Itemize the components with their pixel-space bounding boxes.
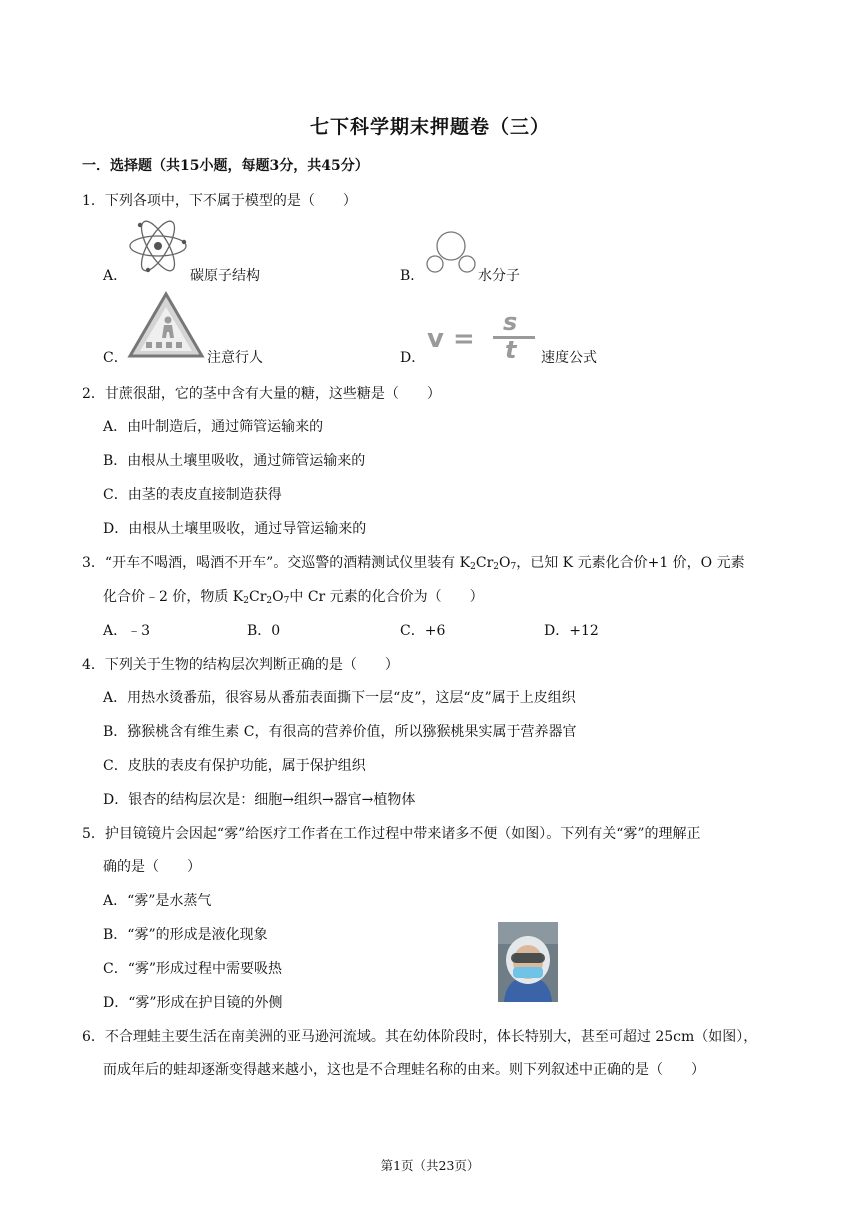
question-6-line-1: 6．不合理蛙主要生活在南美洲的亚马逊河流域。其在幼体阶段时，体长特别大，甚至可超过 25cm（如图）， [82,1029,758,1045]
q4-option-b: B．猕猴桃含有维生素 C，有很高的营养价值，所以猕猴桃果实属于营养器官 [103,724,577,740]
q3-option-d: D．+12 [544,623,599,639]
q1-option-c-letter: C． [103,350,128,366]
question-2-stem: 2．甘蔗很甜，它的茎中含有大量的糖，这些糖是（ ） [82,386,441,402]
q2-option-b: B．由根从土壤里吸收，通过筛管运输来的 [103,453,366,469]
question-5-line-1: 5．护目镜镜片会因起“雾”给医疗工作者在工作过程中带来诸多不便（如图）。下列有关“雾”的理解正 [82,826,701,842]
water-molecule-icon [424,228,478,276]
page-title: 七下科学期末押题卷（三） [309,116,550,138]
q3-option-a: A．﹣3 [103,623,151,639]
q5-option-a: A．“雾”是水蒸气 [103,893,212,909]
formula-v-equals: v = [427,324,475,354]
q2-option-c: C．由茎的表皮直接制造获得 [103,487,282,503]
question-5-line-2: 确的是（ ） [103,859,201,875]
q3-option-b: B．0 [247,623,281,639]
carbon-atom-icon [126,216,190,276]
q5-option-b: B．“雾”的形成是液化现象 [103,927,268,943]
q3-option-c: C．+6 [400,623,446,639]
formula-numerator: s [503,308,518,336]
q2-option-d: D．由根从土壤里吸收，通过导管运输来的 [103,521,367,537]
medical-worker-goggles-photo [498,922,558,1002]
q2-option-a: A．由叶制造后，通过筛管运输来的 [103,419,324,435]
q4-option-c: C．皮肤的表皮有保护功能，属于保护组织 [103,758,366,774]
section-heading: 一．选择题（共15小题，每题3分，共45分） [82,158,369,174]
question-3-line-2: 化合价﹣2 价，物质 $K_2Cr_2O_7$中 Cr 元素的化合价为（ ） [103,589,484,606]
q4-option-a: A．用热水烫番茄，很容易从番茄表面撕下一层“皮”，这层“皮”属于上皮组织 [103,690,576,706]
page-footer: 第1页（共23页） [380,1158,480,1173]
q1-option-b-text: 水分子 [478,268,520,284]
q4-option-d: D．银杏的结构层次是：细胞→组织→器官→植物体 [103,792,416,808]
formula-denominator: t [505,336,517,364]
q1-option-a-letter: A． [103,268,128,284]
q1-option-b-letter: B． [400,268,425,284]
velocity-formula [427,308,537,364]
q1-option-d-letter: D． [400,350,426,366]
q5-option-c: C．“雾”形成过程中需要吸热 [103,961,283,977]
question-6-line-2: 而成年后的蛙却逐渐变得越来越小，这也是不合理蛙名称的由来。则下列叙述中正确的是（ ） [103,1062,705,1078]
q1-option-c-text: 注意行人 [207,350,263,366]
question-1-stem: 1．下列各项中，下不属于模型的是（ ） [82,193,357,209]
q1-option-a-text: 碳原子结构 [190,268,260,284]
q5-option-d: D．“雾”形成在护目镜的外侧 [103,995,283,1011]
pedestrian-warning-sign-icon [126,290,206,360]
q1-option-d-text: 速度公式 [541,350,597,366]
question-4-stem: 4．下列关于生物的结构层次判断正确的是（ ） [82,657,399,673]
question-3-line-1: 3．“开车不喝酒，喝酒不开车”。交巡警的酒精测试仪里装有 $K_2Cr_2O_7$，已知 K 元素化合价+1 价，O 元素 [82,555,745,572]
